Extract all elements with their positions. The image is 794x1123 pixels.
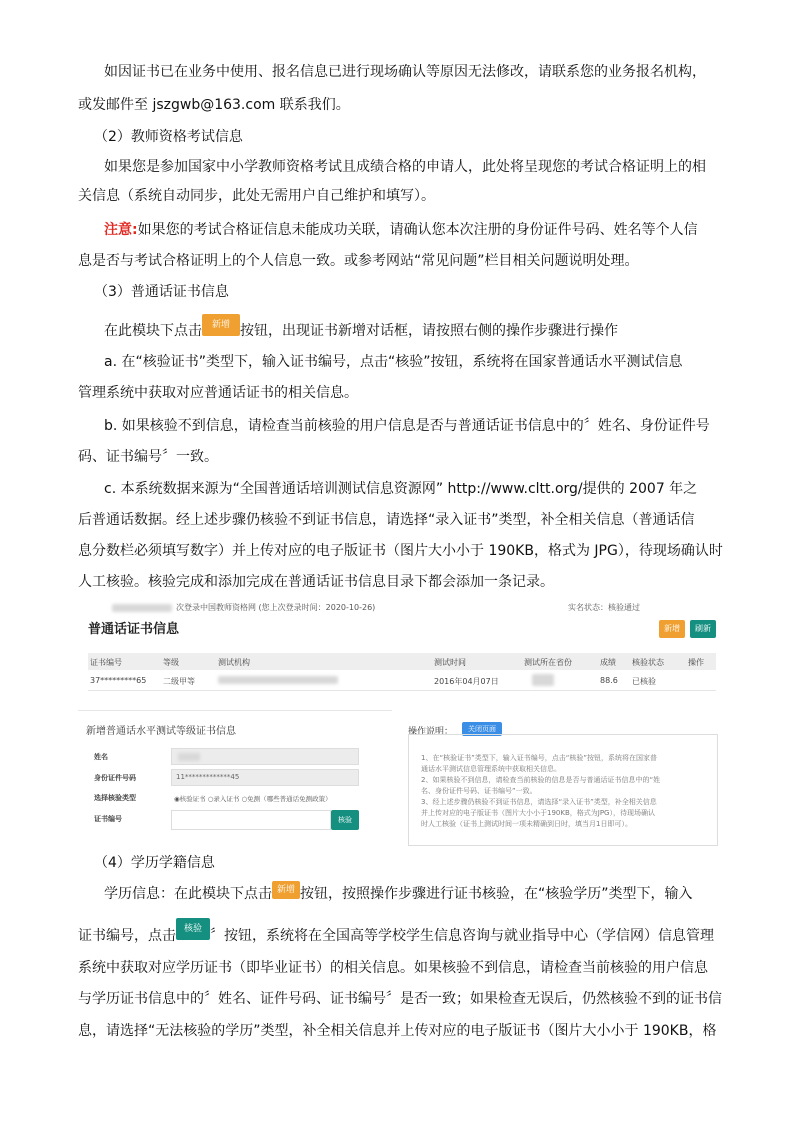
- blurred-province: [532, 674, 554, 686]
- instruction-line: 名、身份证件号码、证书编号”一致。: [421, 787, 537, 795]
- section-heading: （3）普通话证书信息: [94, 284, 229, 300]
- instruction-line: 通话水平测试信息管理系统中获取相关信息。: [421, 765, 561, 773]
- paragraph-line: 系统中获取对应学历证书（即毕业证书）的相关信息。如果核验不到信息，请检查当前核验的用户信息: [78, 960, 708, 976]
- ops-label: 操作说明：: [408, 727, 454, 737]
- paragraph-line: [104, 321, 618, 341]
- section-heading: （2）教师资格考试信息: [94, 129, 243, 145]
- verify-type-label: 选择核验类型: [94, 794, 136, 802]
- paragraph-line: 人工核验。核验完成和添加完成在普通话证书信息目录下都会添加一条记录。: [78, 574, 554, 590]
- divider: [78, 710, 392, 711]
- text-segment: 证书编号，点击: [78, 928, 176, 944]
- instruction-line: 2、如果核验不到信息，请检查当前核验的信息是否与普通话证书信息中的“姓: [421, 776, 661, 784]
- text-segment: 在此模块下点击: [104, 323, 202, 339]
- paragraph-line: 如因证书已在业务中使用、报名信息已进行现场确认等原因无法修改，请联系您的业务报名机构，: [104, 64, 706, 80]
- paragraph-line: [78, 926, 714, 946]
- text-segment: 按钮，按照操作步骤进行证书核验，在“核验学历”类型下，输入: [300, 886, 693, 902]
- id-number-label: 身份证件号码: [94, 774, 136, 782]
- paragraph-line: a. 在“核验证书”类型下，输入证书编号，点击“核验”按钮，系统将在国家普通话水平测试信息: [104, 354, 683, 370]
- instruction-line: 3、经上述步骤仍核验不到证书信息，请选择“录入证书”类型，补全相关信息: [421, 798, 657, 806]
- login-banner: 次登录中国教师资格网 (您上次登录时间：2020-10-26): [176, 603, 376, 612]
- id-number-field[interactable]: [171, 769, 359, 786]
- column-header: 证书编号: [90, 658, 122, 667]
- note-paragraph: [104, 220, 698, 240]
- new-button-image: 新增: [272, 881, 300, 899]
- column-header: 测试机构: [218, 658, 250, 667]
- paragraph-line: 码、证书编号〞一致。: [78, 449, 218, 465]
- column-header: 等级: [163, 658, 179, 667]
- text-segment: 按钮，出现证书新增对话框，请按照右侧的操作步骤进行操作: [240, 323, 618, 339]
- instruction-line: 时人工核验（证书上测试时间一项未精确到日时，填当月1日即可）。: [421, 820, 632, 828]
- cert-number-input[interactable]: [171, 810, 331, 830]
- name-label: 姓名: [94, 753, 108, 761]
- note-text: 如果您的考试合格证信息未能成功关联，请确认您本次注册的身份证件号码、姓名等个人信: [137, 222, 698, 238]
- verify-button-image: 核验: [176, 918, 210, 940]
- embedded-screenshot: [78, 598, 720, 848]
- cell-test-time: 2016年04月07日: [434, 677, 499, 686]
- new-button-image: 新增: [202, 314, 240, 336]
- blurred-name: [178, 753, 200, 761]
- paragraph-line: 如果您是参加国家中小学教师资格考试且成绩合格的申请人，此处将呈现您的考试合格证明上的相: [104, 159, 706, 175]
- instruction-line: 1、在“核验证书”类型下，输入证书编号，点击“核验”按钮，系统将在国家普: [421, 754, 657, 762]
- paragraph-line: 与学历证书信息中的〞姓名、证件号码、证书编号〞是否一致；如果检查无误后，仍然核验不到的证书信: [78, 991, 722, 1007]
- column-header: 操作: [688, 658, 704, 667]
- name-field[interactable]: [171, 748, 359, 765]
- cert-section-title: 普通话证书信息: [88, 622, 180, 637]
- add-button[interactable]: 新增: [659, 620, 685, 638]
- blurred-username: [112, 604, 172, 612]
- instructions-box: [408, 734, 718, 846]
- paragraph-line: 管理系统中获取对应普通话证书的相关信息。: [78, 385, 358, 401]
- cell-score: 88.6: [600, 676, 618, 685]
- text-segment: 〞按钮，系统将在全国高等学校学生信息咨询与就业指导中心（学信网）信息管理: [210, 928, 714, 944]
- paragraph-line: 息，请选择“无法核验的学历”类型，补全相关信息并上传对应的电子版证书（图片大小小于 190KB，格: [78, 1023, 717, 1039]
- text-segment: 学历信息：在此模块下点击: [104, 886, 272, 902]
- real-name-status: 实名状态：核验通过: [568, 603, 640, 612]
- cell-status: 已核验: [632, 677, 656, 686]
- column-header: 核验状态: [632, 658, 664, 667]
- paragraph-line: b. 如果核验不到信息，请检查当前核验的用户信息是否与普通话证书信息中的〞姓名、身份证件号: [104, 418, 710, 434]
- paragraph-line: 息分数栏必须填写数字）并上传对应的电子版证书（图片大小小于 190KB，格式为 JPG），待现场确认时: [78, 543, 723, 559]
- id-number-value: 11*************45: [176, 773, 240, 781]
- verify-type-options[interactable]: ◉核验证书 ○录入证书 ○免测（哪些普通话免测政策）: [174, 795, 332, 803]
- paragraph-line: [104, 884, 693, 904]
- refresh-button[interactable]: 刷新: [690, 620, 716, 638]
- column-header: 测试时间: [434, 658, 466, 667]
- paragraph-line: c. 本系统数据来源为“全国普通话培训测试信息资源网” http://www.cltt.org/提供的 2007 年之: [104, 481, 698, 497]
- verify-button[interactable]: 核验: [331, 810, 359, 830]
- close-page-button[interactable]: 关闭页面: [462, 722, 502, 736]
- cell-level: 二级甲等: [163, 677, 195, 686]
- dialog-title: 新增普通话水平测试等级证书信息: [86, 726, 236, 737]
- cert-number-label: 证书编号: [94, 815, 122, 823]
- cell-cert-no: 37*********65: [90, 676, 147, 685]
- note-label: 注意:: [104, 222, 138, 238]
- paragraph-line: 后普通话数据。经上述步骤仍核验不到证书信息，请选择“录入证书”类型，补全相关信息（普通话信: [78, 512, 695, 528]
- section-heading: （4）学历学籍信息: [94, 855, 215, 871]
- paragraph-line: 关信息（系统自动同步，此处无需用户自己维护和填写）。: [78, 188, 435, 204]
- paragraph-line: 息是否与考试合格证明上的个人信息一致。或参考网站“常见问题”栏目相关问题说明处理。: [78, 253, 639, 269]
- table-header: [88, 653, 716, 670]
- paragraph-line: 或发邮件至 jszgwb@163.com 联系我们。: [78, 97, 350, 113]
- column-header: 成绩: [600, 658, 616, 667]
- instruction-line: 并上传对应的电子版证书（图片大小小于190KB，格式为JPG），待现场确认: [421, 809, 655, 817]
- blurred-institution: [218, 676, 338, 684]
- column-header: 测试所在省份: [524, 658, 572, 667]
- table-row: [88, 670, 716, 691]
